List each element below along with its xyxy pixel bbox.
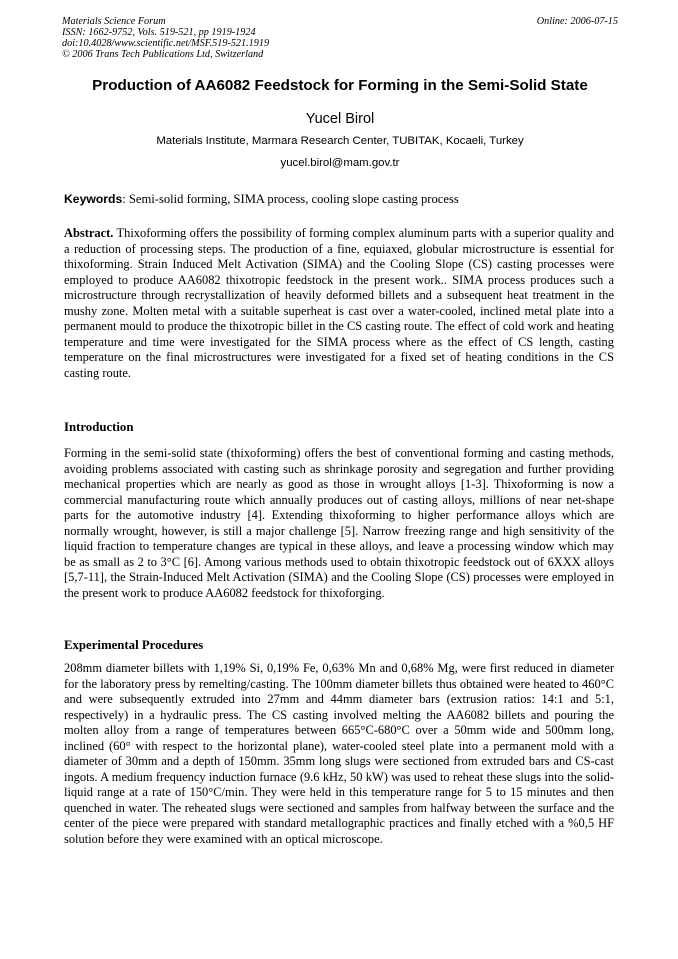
experimental-paragraph: 208mm diameter billets with 1,19% Si, 0,19% Fe, 0,63% Mn and 0,68% Mg, were first reduced in diameter for the laboratory press by remelting/casting. The 100mm diameter billets thus obtained were heated to 460°C and were subsequently extruded into 27mm and 44mm diameter bars (extrusion ratios: 14:1 and 5:1, respectively) in a hydraulic press. The CS casting involved melting the AA6082 billets and pouring the molten alloy from a range of temperatures between 665°C-680°C over a 50mm wide and 500mm long, inclined (60° with respect to the horizontal plane), water-cooled steel plate into a permanent mold with a diameter of 30mm and a depth of 150mm. 35mm long slugs were sectioned from extruded bars and CS-cast ingots. A medium frequency induction furnace (9.6 kHz, 50 kW) was used to reheat these slugs into the solid-liquid range at a rate of 150°C/min. They were held in this temperature range for 5 to 15 minutes and then quenched in water. The reheated slugs were sectioned and samples from halfway between the surface and the center of the piece were prepared with standard metallographic practices and finally etched with a %0,5 HF solution before they were examined with an optical microscope.: [64, 661, 614, 846]
introduction-paragraph: Forming in the semi-solid state (thixoforming) offers the best of conventional forming and casting methods, avoiding problems associated with casting such as shrinkage porosity and segregation and further providing mechanical properties which are nearly as good as those in wrought alloys [1-3]. Thixoforming is now a commercial manufacturing route which annually produces out of casting alloys, millions of near net-shape parts for the automotive industry [4]. Extending thixoforming to higher performance alloys which are normally wrought, however, is still a major challenge [5]. Narrow freezing range and high sensitivity of the liquid fraction to temperature changes are typical in these alloys, and leave a processing window which may be as small as 2 to 3°C [6]. Among various methods used to obtain thixotropic feedstock out of 6XXX alloys [5,7-11], the Strain-Induced Melt Activation (SIMA) and the Cooling Slope (CS) processes were employed in the present work to produce AA6082 feedstock for thixoforging.: [64, 446, 614, 600]
journal-name: Materials Science Forum: [62, 16, 166, 27]
keywords-text: : Semi-solid forming, SIMA process, cooling slope casting process: [122, 192, 459, 206]
author-affiliation: Materials Institute, Marmara Research Center, TUBITAK, Kocaeli, Turkey: [156, 135, 524, 147]
online-date: Online: 2006-07-15: [536, 16, 618, 27]
author-name: Yucel Birol: [305, 111, 375, 127]
paper-title: Production of AA6082 Feedstock for Forming in the Semi-Solid State: [92, 77, 588, 94]
abstract-text: Thixoforming offers the possibility of forming complex aluminum parts with a superior quality and a reduction of processing steps. The production of a fine, equiaxed, globular microstructure is essential for thixoforming. Strain Induced Melt Activation (SIMA) and the Cooling Slope (CS) casting processes were employed to produce AA6082 thixotropic feedstock in the present work.. SIMA process produces such a microstructure through recrystallization of heavily deformed billets and a subsequent heat treatment in the mushy zone. Molten metal with a suitable superheat is cast over a water-cooled, inclined metal plate into a permanent mould to produce the thixotropic billet in the CS casting route. The effect of cold work and heating temperature and time were investigated for the SIMA process where as the effect of CS length, casting temperature on the final microstructures were investigated for a fixed set of heating conditions in the CS casting route.: [64, 226, 614, 380]
abstract-paragraph: [64, 226, 614, 381]
doi-line[interactable]: doi:10.4028/www.scientific.net/MSF.519-521.1919: [62, 38, 270, 49]
issn-line: ISSN: 1662-9752, Vols. 519-521, pp 1919-1924: [62, 27, 256, 38]
copyright-line: © 2006 Trans Tech Publications Ltd, Switzerland: [62, 49, 264, 60]
publication-header: [62, 16, 618, 60]
keywords-label: Keywords: [64, 192, 123, 206]
keywords-line: [64, 192, 620, 207]
abstract-label: Abstract.: [64, 226, 114, 240]
author-email[interactable]: yucel.birol@mam.gov.tr: [280, 157, 400, 169]
experimental-heading: Experimental Procedures: [64, 638, 204, 652]
introduction-heading: Introduction: [64, 420, 134, 434]
